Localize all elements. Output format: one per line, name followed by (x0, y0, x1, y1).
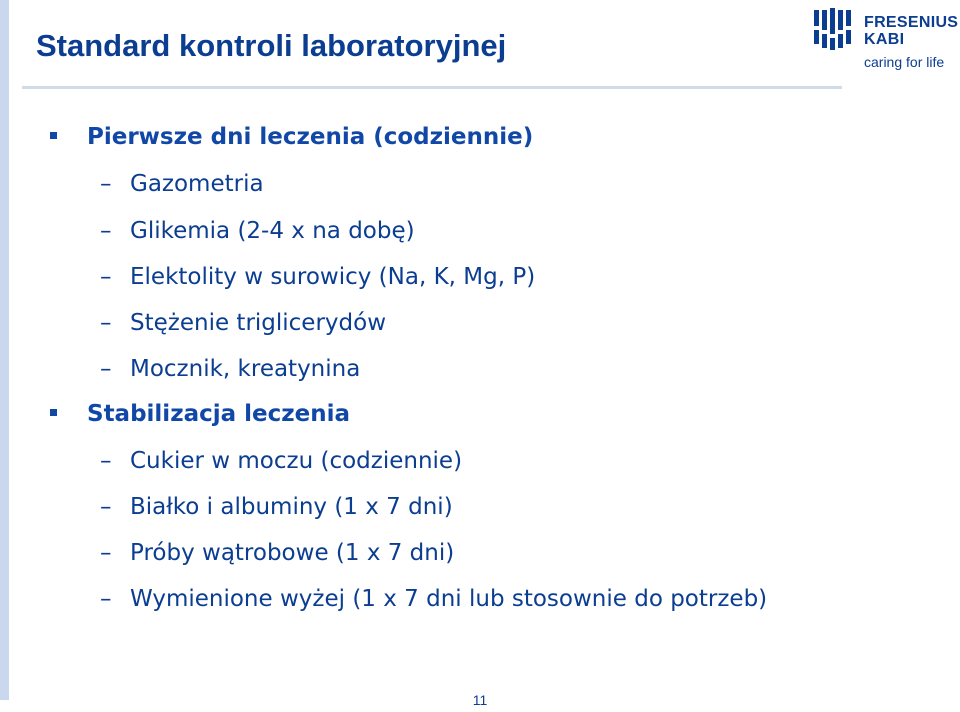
list-item-level1 (50, 401, 350, 427)
logo-tagline: caring for life (864, 54, 945, 70)
list-item-text: Glikemia (2-4 x na dobę) (130, 218, 415, 244)
list-item-text: Białko i albuminy (1 x 7 dni) (130, 494, 453, 520)
logo-name-line2: KABI (864, 31, 905, 48)
page-number: 11 (472, 692, 488, 708)
list-item-text: Próby wątrobowe (1 x 7 dni) (130, 540, 455, 566)
list-item-text: Mocznik, kreatynina (130, 356, 361, 382)
list-item-level2 (100, 494, 453, 520)
dash-bullet-icon: – (100, 586, 112, 612)
dash-bullet-icon: – (100, 310, 112, 336)
list-item-level2 (100, 171, 264, 197)
list-item-level2 (100, 264, 535, 290)
dash-bullet-icon: – (100, 218, 112, 244)
list-item-level2 (100, 540, 454, 566)
logo-name-line1: FRESENIUS (864, 14, 959, 31)
list-item-text: Gazometria (130, 171, 264, 197)
fresenius-kabi-logo (814, 8, 960, 74)
square-bullet-icon (50, 132, 57, 139)
left-accent-bar (0, 0, 9, 700)
list-item-text: Cukier w moczu (codziennie) (130, 448, 463, 474)
dash-bullet-icon: – (100, 171, 112, 197)
dash-bullet-icon: – (100, 540, 112, 566)
dash-bullet-icon: – (100, 448, 112, 474)
square-bullet-icon (50, 409, 57, 416)
list-item-text: Stabilizacja leczenia (87, 401, 351, 427)
list-item-level2 (100, 356, 360, 382)
list-item-text: Pierwsze dni leczenia (codziennie) (87, 124, 534, 150)
list-item-level2 (100, 218, 415, 244)
slide-title: Standard kontroli laboratoryjnej (36, 28, 507, 63)
dash-bullet-icon: – (100, 356, 112, 382)
list-item-text: Stężenie triglicerydów (130, 310, 387, 336)
list-item-level2 (100, 448, 462, 474)
logo-mark-icon (814, 8, 858, 52)
list-item-text: Elektolity w surowicy (Na, K, Mg, P) (130, 264, 536, 290)
list-item-level1 (50, 124, 533, 150)
dash-bullet-icon: – (100, 494, 112, 520)
list-item-text: Wymienione wyżej (1 x 7 dni lub stosownie do potrzeb) (130, 586, 768, 612)
title-divider (22, 86, 842, 89)
list-item-level2 (100, 310, 386, 336)
dash-bullet-icon: – (100, 264, 112, 290)
logo-wordmark (864, 14, 958, 48)
list-item-level2 (100, 586, 767, 612)
